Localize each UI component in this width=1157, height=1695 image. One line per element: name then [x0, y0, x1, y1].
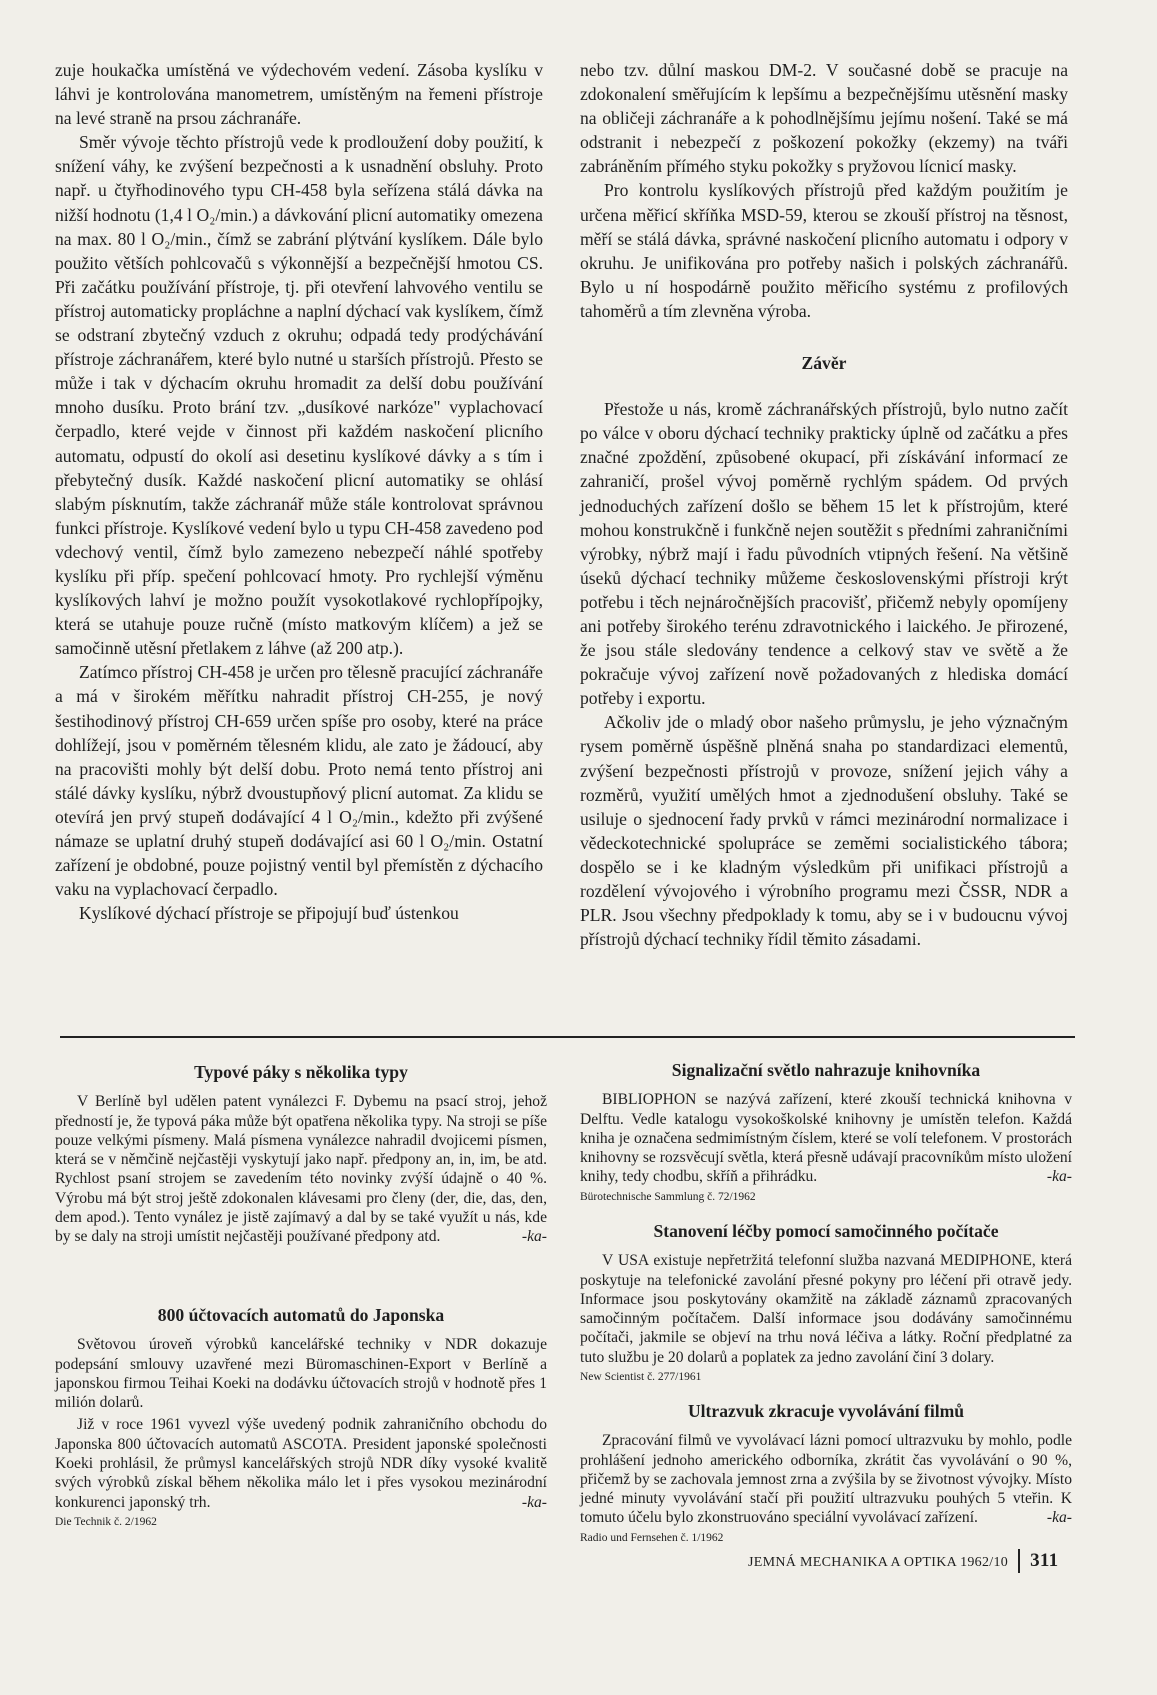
paragraph: nebo tzv. důlní maskou DM-2. V současné době se pracuje na zdokonalení směřujícím k lepšímu a bezpečnějšímu utěsnění masky na obličeji záchranáře a k pohodlnějšímu jejímu nošení. Také se má odstranit i nebezpečí z poškození pokožky (ekzemy) na tváři zabráněním přímého styku pokožky s pryžovou lícnicí masky.: [580, 60, 1068, 177]
brief-text: [55, 1415, 547, 1511]
paragraph: Pro kontrolu kyslíkových přístrojů před každým použitím je určena měřicí skříňka MSD-59, kterou se zkouší přístroj na těsnost, měří se stálá dávka, správné naskočení plicního automatu i odpory v okruhu. Je unifikována pro potřeby našich i polských záchranářů. Bylo u ní hospodárně použito měřicího systému z profilových tahoměrů a tím zlevněna výroba.: [580, 180, 1068, 321]
brief-body: V Berlíně byl udělen patent vynálezci F. Dybemu na psací stroj, jehož předností je, že typová páka může být opatřena několika typy. Na stroji se píše pouze velkými písmeny. Malá písmena vynálezce nahradil dvojicemi písmen, která se v němčině nejčastěji vyskytují jako např. předpony an, in, im, be atd. Rychlost psaní strojem se zavedením této novinky zvýší údajně o 40 %. Výrobu má být stroj ještě zdokonalen klávesami pro členy (der, die, das, den, dem apod.). Tento vynález je jistě zajímavý a dal by se také využít u nás, kde by se daly na stroji umístit nejčastěji používané předpony atd.: [55, 1093, 547, 1246]
brief-automaty: [55, 1306, 547, 1530]
paragraph: Kyslíkové dýchací přístroje se připojují buď ústenkou: [79, 903, 459, 924]
brief-text: V USA existuje nepřetržitá telefonní služba nazvaná MEDIPHONE, která poskytuje na telefonické zavolání přesné pokyny pro léčení při otravě jedy. Informace jsou poskytovány okamžitě na základě záznamů zpracovaných samočinným počítačem. Další informace jsou dodávány samočinnému počítači, jakmile se objeví na trhu nová léčiva a látky. Roční předplatné za tuto službu je 20 dolarů a poplatek za jedno zavolání činí 3 dolary.: [580, 1252, 1072, 1366]
brief-body: Zpracování filmů ve vyvolávací lázni pomocí ultrazvuku by mohlo, podle prohlášení jednoho amerického odborníka, zkrátit čas vyvolávání o 90 %, přičemž by se zachovala jemnost zrna a zvýšila by se životnost vývojky. Místo jedné minuty vyvolávání stačí při použití ultrazvuku pouhých 5 vteřin. K tomuto účelu bylo zkonstruováno speciální vyvolávací zařízení.: [580, 1432, 1072, 1527]
brief-title: Signalizační světlo nahrazuje knihovníka: [671, 1060, 981, 1080]
brief-signature: -ka-: [521, 1493, 547, 1511]
brief-body: Již v roce 1961 vyvezl výše uvedený podnik zahraničního obchodu do Japonska 800 účtovacích automatů ASCOTA. President japonské společnosti Koeki prohlásil, že průmysl kancelářských strojů NDR díky vysoké kvalitě svých výrobků získal během několika málo let i přes vysokou mezinárodní konkurenci japonský trh.: [55, 1416, 547, 1511]
page-footer: [748, 1549, 1058, 1573]
brief-typove-paky: [55, 1063, 547, 1247]
paragraph: zuje houkačka umístěná ve výdechovém vedení. Zásoba kyslíku v láhvi je kontrolována manometrem, umístěným na řemeni přístroje na levé straně na prsou záchranáře.: [55, 60, 543, 129]
brief-source: Die Technik č. 2/1962: [55, 1515, 157, 1528]
section-divider: [60, 1036, 1075, 1038]
brief-source: New Scientist č. 277/1961: [580, 1371, 702, 1384]
brief-text: [580, 1431, 1072, 1527]
page-number: 311: [1018, 1549, 1058, 1573]
brief-signature: -ka-: [521, 1228, 547, 1246]
brief-text: Světovou úroveň výrobků kancelářské techniky v NDR dokazuje podepsání smlouvy uzavřené mezi Büromaschinen-Export v Berlíně a japonskou firmou Teihai Koeki na dodávku účtovacích strojů v hodnotě přes 1 milión dolarů.: [55, 1336, 547, 1412]
brief-signalizace: [580, 1061, 1072, 1205]
brief-title: Typové páky s několika typy: [194, 1062, 408, 1082]
brief-text: [55, 1092, 547, 1246]
brief-leceni: [580, 1222, 1072, 1385]
article-right-column: [580, 58, 1068, 951]
paragraph: Směr vývoje těchto přístrojů vede k prodloužení doby použití, k snížení váhy, ke zvýšení bezpečnosti a k usnadnění obsluhy. Proto např. u čtyřhodinového typu CH-458 byla seřízena stálá dávka na nižší hodnotu (1,4 l O₂/min.) a dávkování plicní automatiky omezena na max. 80 l O₂/min., čímž se zabrání plýtvání kyslíkem. Dále bylo použito větších pohlcovačů s výkonnější a bezpečnější hmotou CS. Při začátku používání přístroje, tj. při otevření lahvového ventilu se přístroj automaticky propláchne a naplní dýchací vak kyslíkem, čímž se odstraní zbytečný vzduch z okruhu; odpadá tedy prodýchávání přístroje záchranářem, které bylo nutné u starších přístrojů. Přesto se může i tak v dýchacím okruhu hromadit za delší dobu používání mnoho dusíku. Proto brání tzv. „dusíkové narkóze" vyplachovací čerpadlo, které vejde v činnost při každém naskočení plicního automatu, odpustí do okolí asi desetinu kyslíkové dávky a s tím i přebytečný dusík. Každé naskočení plicní automatiky se ohlásí slabým písknutím, takže záchranář může stále kontrolovat správnou funkci přístroje. Kyslíkové vedení bylo u typu CH-458 zavedeno pod vdechový ventil, čímž bylo zamezeno nebezpečí náhlé spotřeby kyslíku při příp. spečení pohlcovací hmoty. Pro rychlejší výměnu kyslíkových lahví je možno použít vysokotlakové rychlopřípojky, která se utahuje pouze ručně (místo matkovým klíčem) a jež se samočinně utěsní přetlakem z láhve (až 200 atp.).: [55, 132, 543, 659]
brief-ultrazvuk: [580, 1402, 1072, 1546]
paragraph: Přestože u nás, kromě záchranářských přístrojů, bylo nutno začít po válce v oboru dýchací techniky prakticky úplně od začátku a přes značné zpoždění, způsobené okupací, při získávání informací ze zahraničí, prošel vývoj poměrně rychlým spádem. Od prvých jednoduchých zařízení došlo se během 15 let k přístrojům, které mohou konstrukčně i funkčně nejen soutěžit s předními zahraničními výrobky, nýbrž mají i řadu původních vtipných řešení. Na většině úseků dýchací techniky můžeme československými přístroji krýt potřebu i těch nejnáročnějších pracovišť, přičemž nebyly opomíjeny ani potřeby širokého terénu zdravotnického i laického. Je přirozené, že jsou stále sledovány tendence a celkový stav ve světě a že pokračuje vývoj zařízení nově požadovaných z hlediska domácí potřeby i exportu.: [580, 399, 1068, 709]
article-left-column: [55, 58, 543, 925]
journal-name: JEMNÁ MECHANIKA A OPTIKA 1962/10: [748, 1555, 1009, 1570]
brief-text: [580, 1090, 1072, 1186]
brief-title: 800 účtovacích automatů do Japonska: [157, 1305, 445, 1325]
brief-title: Stanovení léčby pomocí samočinného počítače: [653, 1221, 999, 1241]
brief-source: Radio und Fernsehen č. 1/1962: [580, 1531, 724, 1544]
brief-body: BIBLIOPHON se nazývá zařízení, které zkouší technická knihovna v Delftu. Vedle katalogu vysokoškolské knihovny je umístěn telefon. Každá kniha je označena sedmimístným číslem, které se volí telefonem. V prostorách knihovny se rozsvěcují světla, která přesně udávají pracovníkům místo uložení knihy, tedy chodbu, skříň a přihrádku.: [580, 1091, 1072, 1186]
paragraph: Zatímco přístroj CH-458 je určen pro tělesně pracující záchranáře a má v širokém měřítku nahradit přístroj CH-255, je nový šestihodinový přístroj CH-659 určen spíše pro osoby, které na práce dohlížejí, jsou v poměrném tělesném klidu, ale zato je žádoucí, aby na pracovišti mohly být delší dobu. Proto nemá tento přístroj ani stálé dávky kyslíku, nýbrž dvoustupňový plicní automat. Za klidu se otevírá jen prvý stupeň dodávající 4 l O₂/min., kdežto při zvýšené námaze se uplatní druhý stupeň dodávající asi 60 l O₂/min. Ostatní zařízení je obdobné, pouze pojistný ventil byl přemístěn z dýchacího vaku na vyplachovací čerpadlo.: [55, 662, 543, 900]
brief-title: Ultrazvuk zkracuje vyvolávání filmů: [687, 1401, 965, 1421]
brief-signature: -ka-: [1046, 1509, 1072, 1527]
brief-source: Bürotechnische Sammlung č. 72/1962: [580, 1190, 756, 1203]
brief-signature: -ka-: [1046, 1168, 1072, 1186]
paragraph: Ačkoliv jde o mladý obor našeho průmyslu, je jeho význačným rysem poměrně úspěšně plněná snaha po standardizaci elementů, zvýšení bezpečnosti přístrojů v provoze, snížení jejich váhy a rozměrů, využití umělých hmot a zjednodušení obsluhy. Také se usiluje o sjednocení řady prvků v rámci mezinárodní normalizace i vědeckotechnické spolupráce se zeměmi socialistického tábora; dospělo se i ke kladným výsledkům při unifikaci přístrojů a rozdělení vývojového i výrobního programu mezi ČSSR, NDR a PLR. Jsou všechny předpoklady k tomu, aby se i v budoucnu vývoj přístrojů dýchací techniky řídil těmito zásadami.: [580, 712, 1068, 950]
conclusion-heading: Závěr: [801, 353, 847, 374]
